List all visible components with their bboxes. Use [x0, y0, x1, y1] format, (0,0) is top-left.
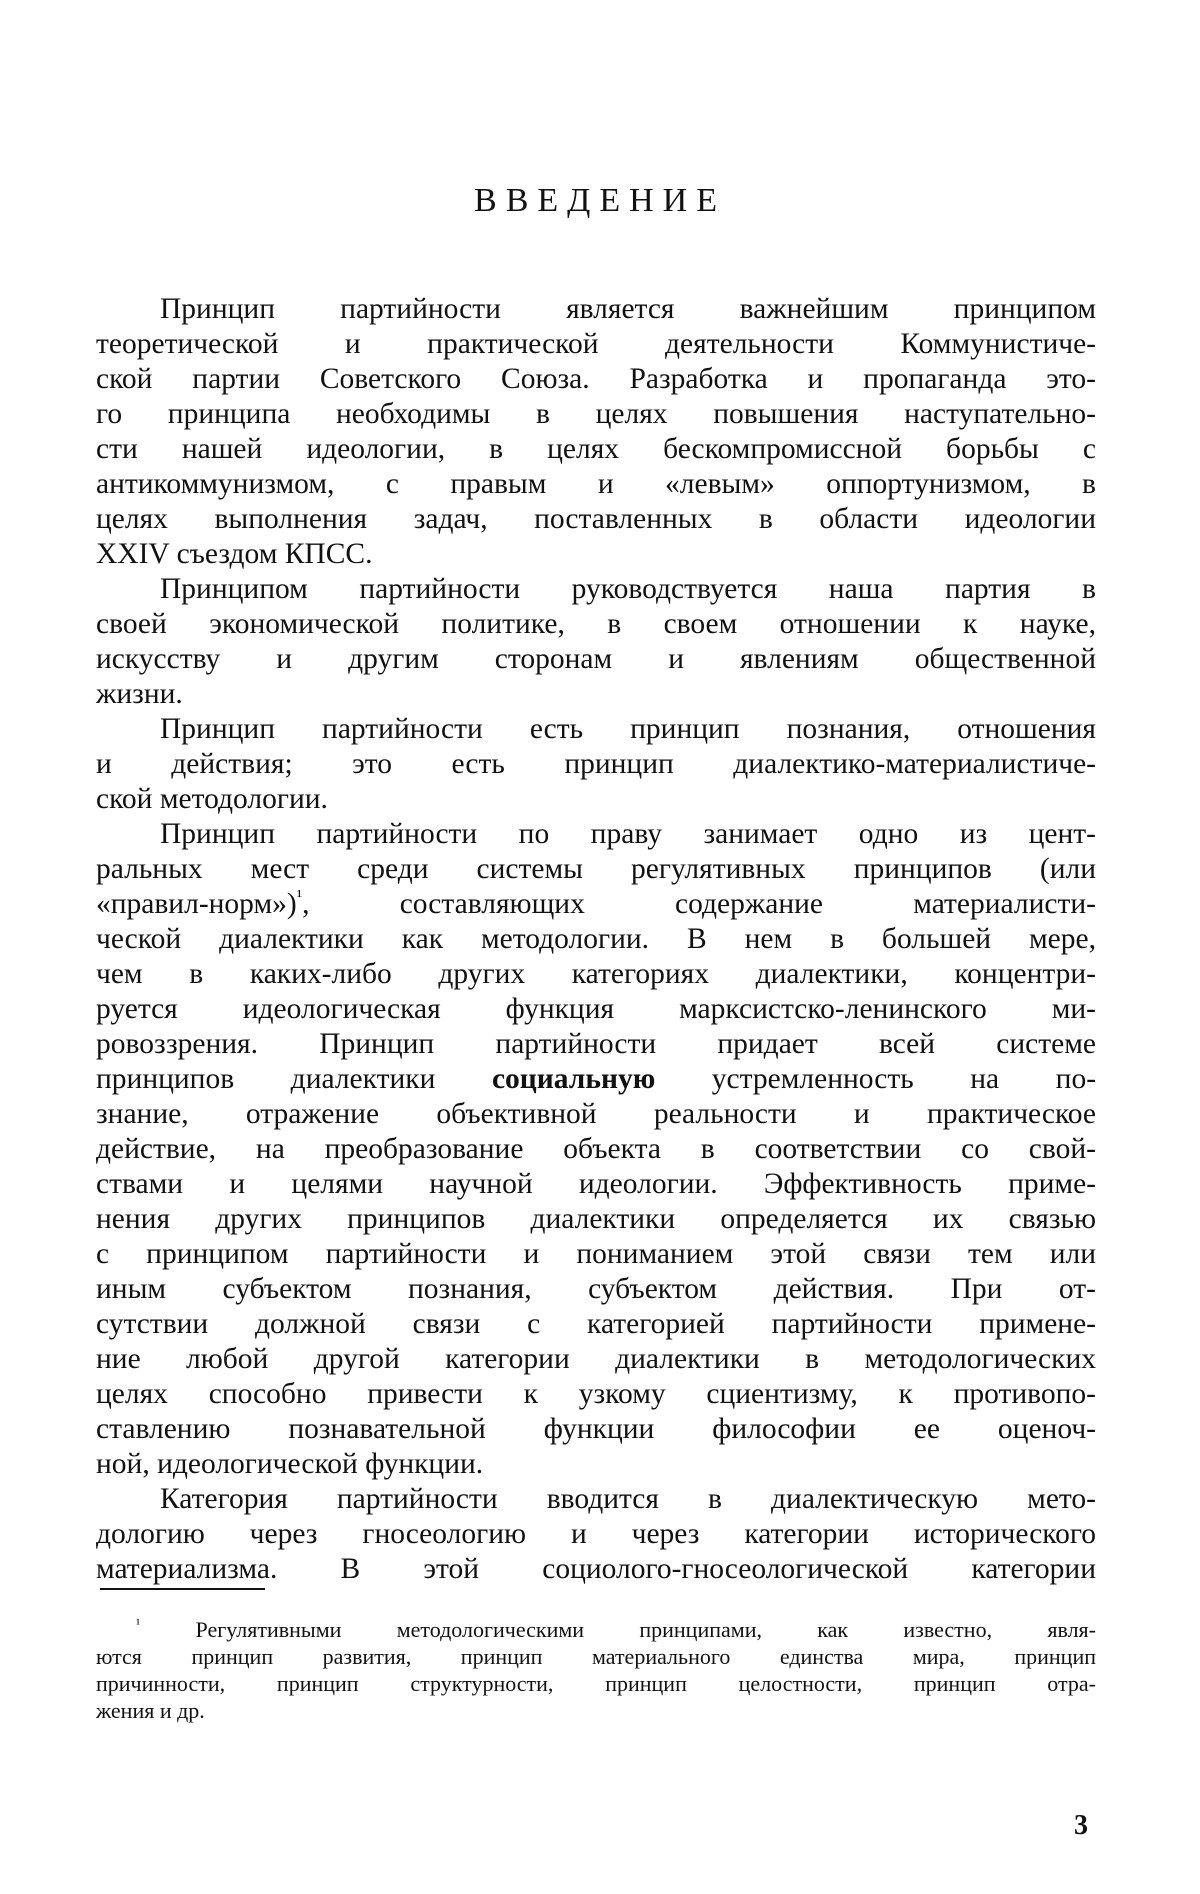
text-line: знание, отражение объективной реальности и практическое	[96, 1098, 1096, 1130]
footnote-reference: ¹	[296, 886, 303, 907]
main-text	[96, 292, 1096, 1587]
text-line: сти нашей идеологии, в целях бескомпромиссной борьбы с	[96, 433, 1096, 465]
text-segment: устремленность на по-	[711, 1063, 1097, 1095]
text-line: целях способно привести к узкому сциентизму, к противопо-	[96, 1378, 1096, 1410]
footnote-divider	[100, 1588, 265, 1590]
text-segment: принципов диалектики	[96, 1063, 436, 1095]
text-line: чем в каких-либо других категориях диалектики, концентри-	[96, 958, 1096, 990]
paragraph-5	[96, 1482, 1096, 1587]
text-line: действие, на преобразование объекта в соответствии со свой-	[96, 1133, 1096, 1165]
text-line: Принципом партийности руководствуется наша партия в	[160, 573, 1096, 605]
text-line: XXIV съездом КПСС.	[96, 538, 373, 570]
footnote-line: жения и др.	[96, 1698, 205, 1723]
text-line: сутствии должной связи с категорией партийности примене-	[96, 1308, 1096, 1340]
text-line: искусству и другим сторонам и явлениям общественной	[96, 643, 1096, 675]
text-line: материализма. В этой социолого-гносеологической категории	[96, 1553, 1096, 1585]
text-line: Принцип партийности есть принцип познания, отношения	[160, 713, 1096, 745]
text-line	[96, 1062, 1096, 1097]
text-line: ной, идеологической функции.	[96, 1448, 484, 1480]
paragraph-2	[96, 572, 1096, 712]
text-line: ческой диалектики как методологии. В нем в большей мере,	[96, 923, 1096, 955]
text-line: Категория партийности вводится в диалектическую мето-	[160, 1483, 1096, 1515]
text-line: ровоззрения. Принцип партийности придает всей системе	[96, 1028, 1096, 1060]
footnote	[96, 1616, 1096, 1724]
text-line: руется идеологическая функция марксистско-ленинского ми-	[96, 993, 1096, 1025]
text-line	[96, 887, 1096, 922]
paragraph-3	[96, 712, 1096, 817]
text-line: го принципа необходимы в целях повышения наступательно-	[96, 398, 1096, 430]
footnote-text: Регулятивными методологическими принципами, как известно, явля-	[195, 1617, 1097, 1642]
text-line: нения других принципов диалектики определяется их связью	[96, 1203, 1096, 1235]
text-line: антикоммунизмом, с правым и «левым» оппортунизмом, в	[96, 468, 1096, 500]
text-line: ральных мест среди системы регулятивных принципов (или	[96, 853, 1096, 885]
text-line: ние любой другой категории диалектики в методологических	[96, 1343, 1096, 1375]
page-number: 3	[1074, 1810, 1088, 1841]
paragraph-4	[96, 817, 1096, 1482]
footnote-line: ются принцип развития, принцип материального единства мира, принцип	[96, 1644, 1096, 1669]
text-segment: «правил-норм»)	[96, 888, 297, 920]
text-line: ской партии Советского Союза. Разработка и пропаганда это-	[96, 363, 1096, 395]
text-segment: , составляющих содержание материалисти-	[302, 888, 1096, 920]
footnote-mark: ¹	[136, 1617, 141, 1633]
text-line: целях выполнения задач, поставленных в области идеологии	[96, 503, 1096, 535]
text-line: дологию через гносеологию и через категории исторического	[96, 1518, 1096, 1550]
chapter-title: ВВЕДЕНИЕ	[474, 182, 726, 219]
text-line: ской методологии.	[96, 783, 328, 815]
text-line: своей экономической политике, в своем отношении к науке,	[96, 608, 1096, 640]
text-line: теоретической и практической деятельности Коммунистиче-	[96, 328, 1096, 360]
text-line: Принцип партийности по праву занимает одно из цент-	[160, 818, 1096, 850]
text-line: с принципом партийности и пониманием этой связи тем или	[96, 1238, 1096, 1270]
paragraph-1	[96, 292, 1096, 572]
text-line: Принцип партийности является важнейшим принципом	[160, 293, 1096, 325]
text-line: и действия; это есть принцип диалектико-материалистиче-	[96, 748, 1096, 780]
text-line: ствами и целями научной идеологии. Эффективность приме-	[96, 1168, 1096, 1200]
emphasized-word: социальную	[491, 1063, 656, 1095]
text-line: иным субъектом познания, субъектом действия. При от-	[96, 1273, 1096, 1305]
text-line: жизни.	[96, 678, 183, 710]
footnote-line: причинности, принцип структурности, принцип целостности, принцип отра-	[96, 1671, 1096, 1696]
footnote-line	[96, 1616, 1096, 1643]
text-line: ставлению познавательной функции философии ее оценоч-	[96, 1413, 1096, 1445]
